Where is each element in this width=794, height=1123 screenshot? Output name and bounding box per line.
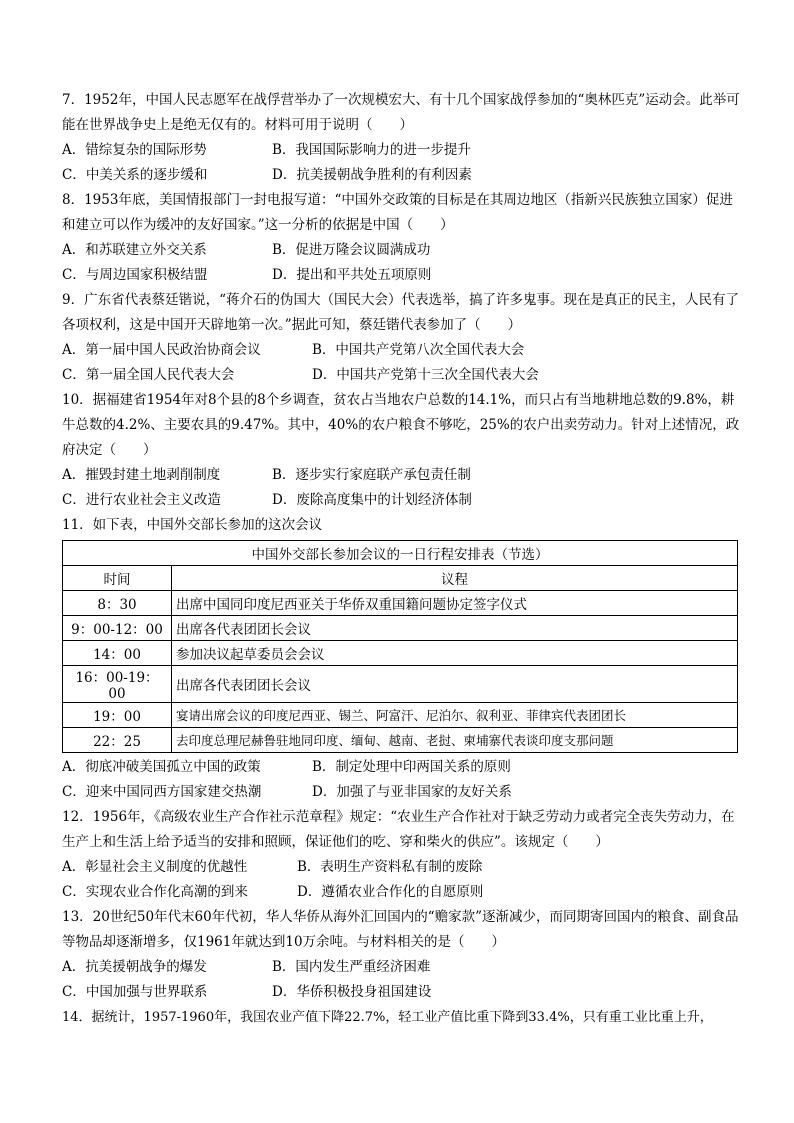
option-d: D．提出和平共处五项原则	[272, 267, 432, 283]
option-d: D．中国共产党第十三次全国代表大会	[312, 367, 539, 383]
option-c: C．中国加强与世界联系	[62, 984, 208, 1000]
question-12	[62, 805, 742, 905]
table-row	[63, 616, 738, 641]
exam-page	[62, 88, 742, 1030]
cell-time: 8：30	[63, 591, 172, 616]
col-header-agenda: 议程	[172, 566, 738, 591]
option-a: A．和苏联建立外交关系	[62, 242, 207, 258]
question-stem: 11．如下表，中国外交部长参加的这次会议	[62, 517, 323, 533]
table-row	[63, 591, 738, 616]
options	[62, 755, 742, 805]
table-row	[63, 728, 738, 753]
cell-time: 14：00	[63, 641, 172, 666]
col-header-time: 时间	[63, 566, 172, 591]
cell-time: 22：25	[63, 728, 172, 753]
cell-agenda: 去印度总理尼赫鲁驻地同印度、缅甸、越南、老挝、柬埔寨代表谈印度支那问题	[172, 728, 738, 753]
question-9	[62, 288, 742, 388]
option-c: C．与周边国家积极结盟	[62, 267, 208, 283]
cell-time: 9：00-12：00	[63, 616, 172, 641]
question-stem: 7．1952年，中国人民志愿军在战俘营举办了一次规模宏大、有十几个国家战俘参加的“奥林匹克”运动会。此举可能在世界战争史上是绝无仅有的。材料可用于说明（ ）	[62, 92, 740, 133]
option-a: A．彻底冲破美国孤立中国的政策	[62, 759, 261, 775]
option-d: D．废除高度集中的计划经济体制	[272, 492, 472, 508]
options	[62, 138, 742, 188]
question-14	[62, 1005, 742, 1030]
cell-agenda: 出席各代表团团长会议	[172, 666, 738, 703]
question-stem: 9．广东省代表蔡廷锴说，“蒋介石的伪国大（国民大会）代表选举，搞了许多鬼事。现在是真正的民主，人民有了各项权利，这是中国开天辟地第一次。”据此可知，蔡廷锴代表参加了（ ）	[62, 292, 739, 333]
table-row	[63, 641, 738, 666]
option-b: B．表明生产资料私有制的废除	[297, 859, 483, 875]
schedule-table	[62, 540, 738, 753]
question-stem: 10．据福建省1954年对8个县的8个乡调查，贫农占当地农户总数的14.1%，而只占有当地耕地总数的9.8%，耕牛总数的4.2%、主要农具的9.47%。其中，40%的农户粮食不够吃，25%的农户出卖劳动力。针对上述情况，政府决定（ ）	[62, 392, 740, 458]
option-d: D．抗美援朝战争胜利的有利因素	[272, 167, 472, 183]
options	[62, 955, 742, 1005]
question-stem: 14．据统计，1957-1960年，我国农业产值下降22.7%，轻工业产值比重下降到33.4%，只有重工业比重上升，	[62, 1010, 713, 1025]
cell-agenda: 宴请出席会议的印度尼西亚、锡兰、阿富汗、尼泊尔、叙利亚、菲律宾代表团团长	[172, 703, 738, 728]
option-a: A．错综复杂的国际形势	[62, 142, 207, 158]
options	[62, 463, 742, 513]
option-b: B．逐步实行家庭联产承包责任制	[272, 467, 471, 483]
question-13	[62, 905, 742, 1005]
option-a: A．抗美援朝战争的爆发	[62, 959, 207, 975]
table-row	[63, 666, 738, 703]
option-b: B．国内发生严重经济困难	[272, 959, 431, 975]
option-a: A．彰显社会主义制度的优越性	[62, 859, 248, 875]
option-d: D．遵循农业合作化的自愿原则	[297, 884, 484, 900]
option-d: D．华侨积极投身祖国建设	[272, 984, 432, 1000]
option-b: B．促进万隆会议圆满成功	[272, 242, 431, 258]
question-stem: 8．1953年底，美国情报部门一封电报写道：“中国外交政策的目标是在其周边地区（指新兴民族独立国家）促进和建立可以作为缓冲的友好国家。”这一分析的依据是中国（ ）	[62, 192, 733, 233]
option-c: C．第一届全国人民代表大会	[62, 367, 235, 383]
cell-time: 16：00-19：00	[63, 666, 172, 703]
option-b: B．制定处理中印两国关系的原则	[312, 759, 511, 775]
table-caption: 中国外交部长参加会议的一日行程安排表（节选）	[63, 541, 738, 566]
option-c: C．迎来中国同西方国家建交热潮	[62, 784, 262, 800]
table-row	[63, 703, 738, 728]
option-c: C．实现农业合作化高潮的到来	[62, 884, 248, 900]
options	[62, 855, 742, 905]
option-c: C．进行农业社会主义改造	[62, 492, 221, 508]
option-b: B．我国国际影响力的进一步提升	[272, 142, 471, 158]
cell-time: 19：00	[63, 703, 172, 728]
question-7	[62, 88, 742, 188]
option-b: B．中国共产党第八次全国代表大会	[312, 342, 525, 358]
options	[62, 338, 742, 388]
option-d: D．加强了与亚非国家的友好关系	[312, 784, 512, 800]
question-stem: 13．20世纪50年代末60年代初，华人华侨从海外汇回国内的“赡家款”逐渐减少，而同期寄回国内的粮食、副食品等物品却逐渐增多，仅1961年就达到10万余吨。与材料相关的是（ ）	[62, 909, 739, 950]
cell-agenda: 参加决议起草委员会会议	[172, 641, 738, 666]
question-8	[62, 188, 742, 288]
option-a: A．摧毁封建土地剥削制度	[62, 467, 221, 483]
option-a: A．第一届中国人民政治协商会议	[62, 342, 261, 358]
cell-agenda: 出席中国同印度尼西亚关于华侨双重国籍问题协定签字仪式	[172, 591, 738, 616]
option-c: C．中美关系的逐步缓和	[62, 167, 208, 183]
cell-agenda: 出席各代表团团长会议	[172, 616, 738, 641]
question-10	[62, 388, 742, 513]
question-stem: 12．1956年，《高级农业生产合作社示范章程》规定：“农业生产合作社对于缺乏劳动力或者完全丧失劳动力，在生产上和生活上给予适当的安排和照顾，保证他们的吃、穿和柴火的供应”。该规定（ ）	[62, 809, 735, 850]
options	[62, 238, 742, 288]
question-11	[62, 513, 742, 805]
